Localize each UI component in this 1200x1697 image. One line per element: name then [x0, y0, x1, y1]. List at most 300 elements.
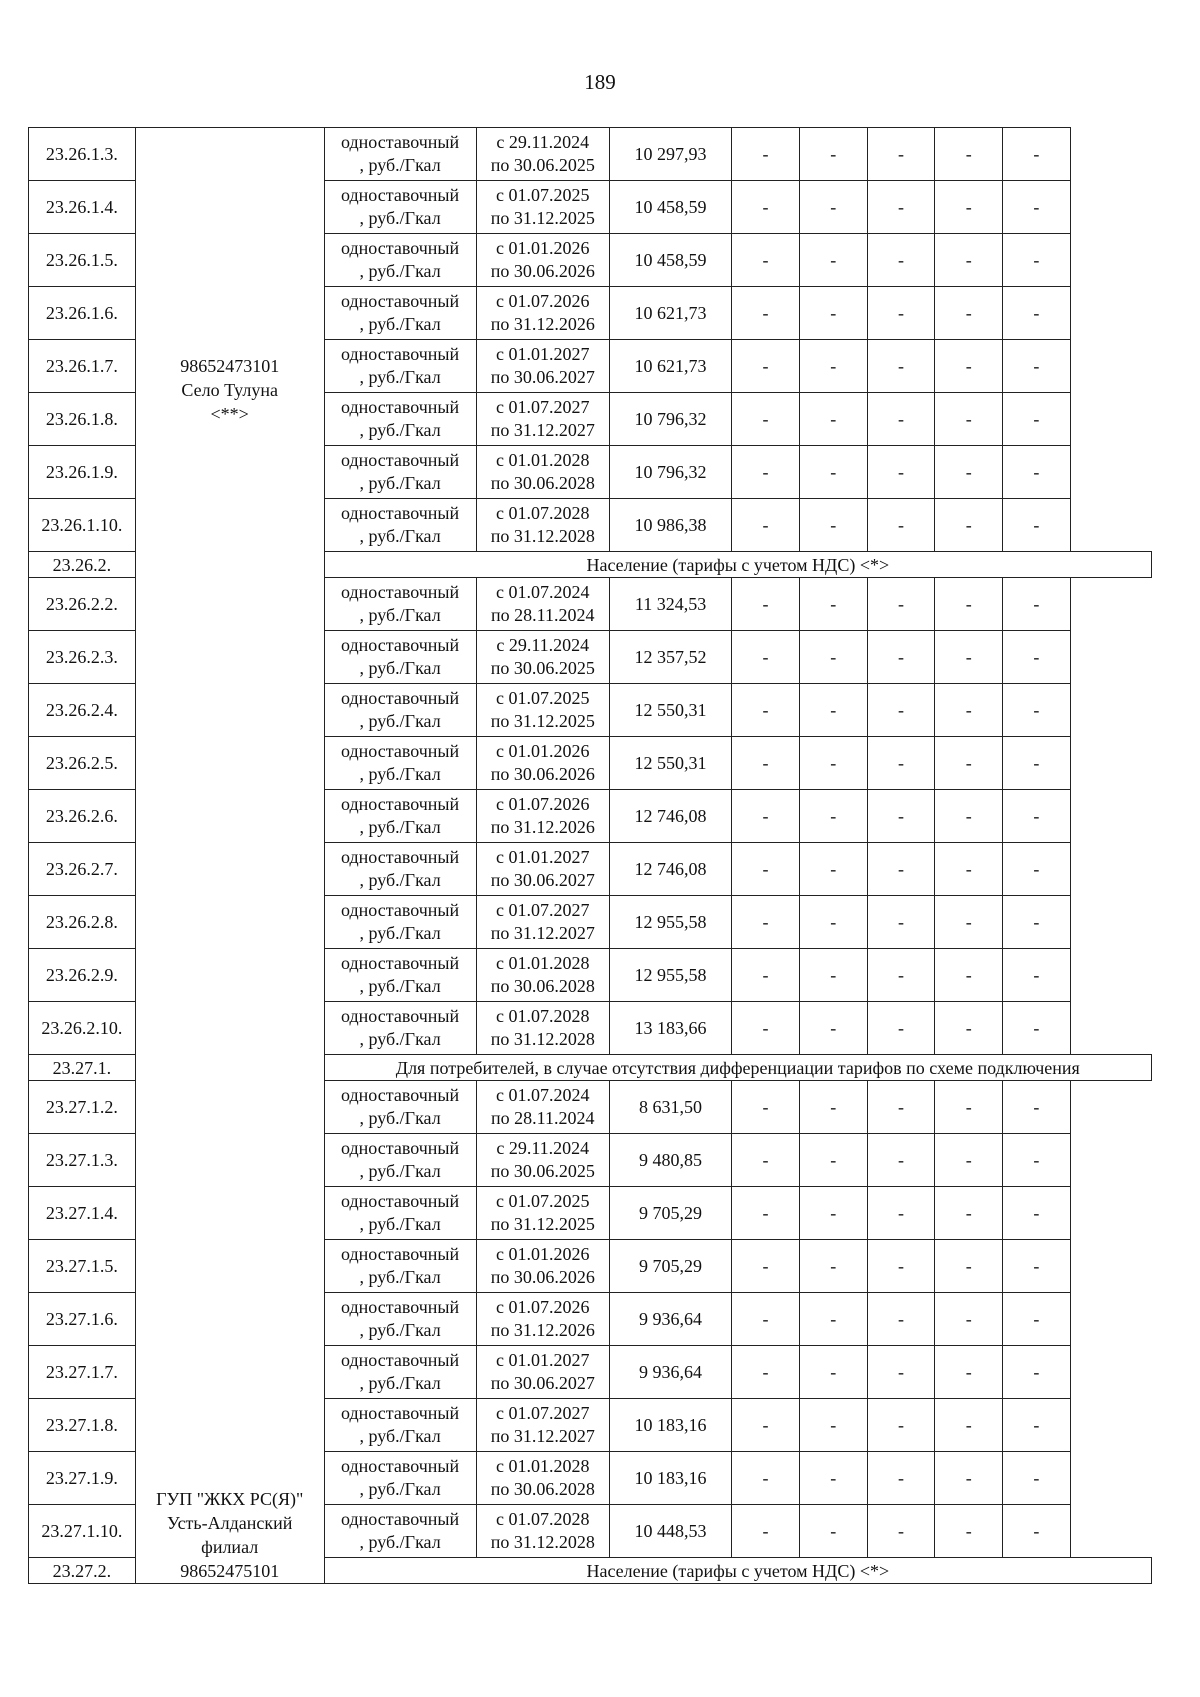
- tariff-value: 10 458,59: [609, 181, 731, 234]
- date-to: по 30.06.2026: [490, 764, 595, 784]
- tariff-value: 10 183,16: [609, 1399, 731, 1452]
- empty-value-cell: -: [799, 1293, 867, 1346]
- empty-value-cell: -: [732, 1346, 800, 1399]
- date-to: по 31.12.2028: [490, 1029, 595, 1049]
- period-cell: [476, 949, 609, 1002]
- empty-value-cell: -: [799, 1081, 867, 1134]
- row-number: 23.27.1.4.: [29, 1187, 136, 1240]
- empty-value-cell: -: [935, 1134, 1003, 1187]
- rate-type: одноставочный: [341, 450, 460, 470]
- tariff-value: 9 705,29: [609, 1240, 731, 1293]
- tariff-value: 13 183,66: [609, 1002, 731, 1055]
- row-number: 23.26.1.4.: [29, 181, 136, 234]
- tariff-value: 12 746,08: [609, 843, 731, 896]
- rate-type-cell: [324, 843, 476, 896]
- row-number: 23.26.1.10.: [29, 499, 136, 552]
- empty-value-cell: -: [935, 1505, 1003, 1558]
- rate-type-cell: [324, 631, 476, 684]
- empty-value-cell: -: [935, 499, 1003, 552]
- tariff-value: 12 955,58: [609, 949, 731, 1002]
- empty-value-cell: -: [799, 790, 867, 843]
- empty-value-cell: -: [867, 1240, 935, 1293]
- rate-type-cell: [324, 1240, 476, 1293]
- rate-type-cell: [324, 1134, 476, 1187]
- period-cell: [476, 340, 609, 393]
- rate-type-cell: [324, 499, 476, 552]
- row-number: 23.26.1.5.: [29, 234, 136, 287]
- empty-value-cell: -: [935, 340, 1003, 393]
- owner-line: [138, 210, 322, 234]
- empty-value-cell: -: [935, 128, 1003, 181]
- period-cell: [476, 1452, 609, 1505]
- date-to: по 30.06.2027: [490, 870, 595, 890]
- rate-type-cell: [324, 1002, 476, 1055]
- empty-value-cell: -: [799, 684, 867, 737]
- empty-value-cell: -: [1003, 234, 1071, 287]
- owner-line: [138, 282, 322, 306]
- rate-type: одноставочный: [341, 1191, 460, 1211]
- rate-unit: , руб./Гкал: [359, 1532, 441, 1552]
- rate-type: одноставочный: [341, 847, 460, 867]
- section-title: Население (тарифы с учетом НДС) <*>: [324, 552, 1151, 578]
- empty-value-cell: -: [935, 737, 1003, 790]
- rate-unit: , руб./Гкал: [359, 711, 441, 731]
- empty-value-cell: -: [799, 1452, 867, 1505]
- empty-value-cell: -: [732, 790, 800, 843]
- empty-value-cell: -: [799, 393, 867, 446]
- date-to: по 30.06.2028: [490, 1479, 595, 1499]
- empty-value-cell: -: [935, 181, 1003, 234]
- empty-value-cell: -: [1003, 1293, 1071, 1346]
- rate-type-cell: [324, 949, 476, 1002]
- row-number: 23.26.2.5.: [29, 737, 136, 790]
- rate-type-cell: [324, 684, 476, 737]
- empty-value-cell: -: [935, 1187, 1003, 1240]
- date-to: по 31.12.2025: [490, 208, 595, 228]
- row-number: 23.27.1.2.: [29, 1081, 136, 1134]
- period-cell: [476, 896, 609, 949]
- owner-line: [138, 234, 322, 258]
- row-number: 23.27.1.10.: [29, 1505, 136, 1558]
- rate-unit: , руб./Гкал: [359, 817, 441, 837]
- row-number: 23.26.2.4.: [29, 684, 136, 737]
- tariff-value: 9 480,85: [609, 1134, 731, 1187]
- empty-value-cell: -: [732, 393, 800, 446]
- empty-value-cell: -: [799, 578, 867, 631]
- empty-value-cell: -: [732, 1187, 800, 1240]
- date-from: с 01.01.2028: [496, 450, 590, 470]
- row-number: 23.27.1.7.: [29, 1346, 136, 1399]
- row-number: 23.26.2.7.: [29, 843, 136, 896]
- date-to: по 31.12.2028: [490, 1532, 595, 1552]
- date-from: с 01.01.2026: [496, 238, 590, 258]
- date-from: с 01.07.2024: [496, 1085, 590, 1105]
- empty-value-cell: -: [732, 1399, 800, 1452]
- rate-type-cell: [324, 790, 476, 843]
- empty-value-cell: -: [1003, 1505, 1071, 1558]
- owner-line: [138, 138, 322, 162]
- owner-cell: [135, 128, 324, 1055]
- owner-line: 98652473101: [180, 356, 280, 376]
- section-row: [29, 1055, 1152, 1081]
- empty-value-cell: -: [867, 1081, 935, 1134]
- tariff-table: [28, 127, 1152, 1584]
- date-from: с 01.07.2027: [496, 1403, 590, 1423]
- empty-value-cell: -: [732, 843, 800, 896]
- date-from: с 01.07.2025: [496, 1191, 590, 1211]
- empty-value-cell: -: [867, 287, 935, 340]
- rate-unit: , руб./Гкал: [359, 1426, 441, 1446]
- owner-line: Село Тулуна: [181, 380, 278, 400]
- rate-unit: , руб./Гкал: [359, 208, 441, 228]
- empty-value-cell: -: [867, 181, 935, 234]
- empty-value-cell: -: [732, 1134, 800, 1187]
- rate-unit: , руб./Гкал: [359, 658, 441, 678]
- empty-value-cell: -: [1003, 949, 1071, 1002]
- date-to: по 30.06.2026: [490, 1267, 595, 1287]
- tariff-value: 12 955,58: [609, 896, 731, 949]
- rate-unit: , руб./Гкал: [359, 1108, 441, 1128]
- date-to: по 31.12.2027: [490, 420, 595, 440]
- rate-type-cell: [324, 1187, 476, 1240]
- empty-value-cell: -: [732, 446, 800, 499]
- row-number: 23.26.2.6.: [29, 790, 136, 843]
- period-cell: [476, 631, 609, 684]
- empty-value-cell: -: [935, 1293, 1003, 1346]
- rate-type: одноставочный: [341, 397, 460, 417]
- date-from: с 01.01.2026: [496, 1244, 590, 1264]
- rate-type: одноставочный: [341, 900, 460, 920]
- row-number: 23.26.1.7.: [29, 340, 136, 393]
- empty-value-cell: -: [1003, 1081, 1071, 1134]
- empty-value-cell: -: [799, 1240, 867, 1293]
- rate-unit: , руб./Гкал: [359, 870, 441, 890]
- rate-type: одноставочный: [341, 1403, 460, 1423]
- rate-type-cell: [324, 1399, 476, 1452]
- period-cell: [476, 737, 609, 790]
- empty-value-cell: -: [1003, 1346, 1071, 1399]
- empty-value-cell: -: [1003, 128, 1071, 181]
- empty-value-cell: -: [799, 949, 867, 1002]
- empty-value-cell: -: [732, 128, 800, 181]
- period-cell: [476, 578, 609, 631]
- rate-type: одноставочный: [341, 238, 460, 258]
- empty-value-cell: -: [799, 128, 867, 181]
- tariff-value: 10 183,16: [609, 1452, 731, 1505]
- empty-value-cell: -: [935, 684, 1003, 737]
- empty-value-cell: -: [867, 684, 935, 737]
- empty-value-cell: -: [799, 1187, 867, 1240]
- date-to: по 31.12.2026: [490, 817, 595, 837]
- empty-value-cell: -: [867, 1134, 935, 1187]
- empty-value-cell: -: [867, 790, 935, 843]
- empty-value-cell: -: [732, 1293, 800, 1346]
- row-number: 23.26.2.9.: [29, 949, 136, 1002]
- empty-value-cell: -: [867, 1452, 935, 1505]
- rate-type-cell: [324, 287, 476, 340]
- owner-line: [138, 258, 322, 282]
- empty-value-cell: -: [867, 128, 935, 181]
- empty-value-cell: -: [867, 499, 935, 552]
- tariff-value: 9 936,64: [609, 1346, 731, 1399]
- empty-value-cell: -: [935, 631, 1003, 684]
- empty-value-cell: -: [732, 287, 800, 340]
- date-to: по 31.12.2026: [490, 1320, 595, 1340]
- empty-value-cell: -: [1003, 684, 1071, 737]
- empty-value-cell: -: [935, 446, 1003, 499]
- empty-value-cell: -: [799, 446, 867, 499]
- tariff-value: 10 796,32: [609, 393, 731, 446]
- rate-type: одноставочный: [341, 344, 460, 364]
- empty-value-cell: -: [935, 1452, 1003, 1505]
- row-number: 23.26.1.8.: [29, 393, 136, 446]
- date-to: по 30.06.2026: [490, 261, 595, 281]
- empty-value-cell: -: [867, 843, 935, 896]
- tariff-value: 9 936,64: [609, 1293, 731, 1346]
- rate-unit: , руб./Гкал: [359, 976, 441, 996]
- date-from: с 01.07.2027: [496, 900, 590, 920]
- rate-unit: , руб./Гкал: [359, 1214, 441, 1234]
- period-cell: [476, 181, 609, 234]
- period-cell: [476, 1002, 609, 1055]
- owner-line: Усть-Алданский: [166, 1513, 293, 1533]
- empty-value-cell: -: [867, 737, 935, 790]
- period-cell: [476, 128, 609, 181]
- empty-value-cell: -: [732, 949, 800, 1002]
- period-cell: [476, 393, 609, 446]
- row-number: 23.26.2.2.: [29, 578, 136, 631]
- rate-unit: , руб./Гкал: [359, 367, 441, 387]
- empty-value-cell: -: [1003, 181, 1071, 234]
- period-cell: [476, 684, 609, 737]
- period-cell: [476, 1240, 609, 1293]
- empty-value-cell: -: [935, 1240, 1003, 1293]
- row-number: 23.26.1.3.: [29, 128, 136, 181]
- rate-type: одноставочный: [341, 185, 460, 205]
- empty-value-cell: -: [732, 1505, 800, 1558]
- empty-value-cell: -: [799, 287, 867, 340]
- rate-unit: , руб./Гкал: [359, 420, 441, 440]
- empty-value-cell: -: [1003, 1240, 1071, 1293]
- date-to: по 31.12.2025: [490, 711, 595, 731]
- tariff-value: 10 448,53: [609, 1505, 731, 1558]
- rate-type: одноставочный: [341, 291, 460, 311]
- date-to: по 28.11.2024: [491, 1108, 595, 1128]
- empty-value-cell: -: [799, 631, 867, 684]
- empty-value-cell: -: [732, 631, 800, 684]
- rate-type: одноставочный: [341, 503, 460, 523]
- owner-line: филиал: [201, 1537, 259, 1557]
- empty-value-cell: -: [1003, 446, 1071, 499]
- owner-line: [138, 330, 322, 354]
- rate-type-cell: [324, 340, 476, 393]
- tariff-value: 9 705,29: [609, 1187, 731, 1240]
- row-number: 23.26.2.: [29, 552, 136, 578]
- empty-value-cell: -: [1003, 1187, 1071, 1240]
- empty-value-cell: -: [1003, 393, 1071, 446]
- empty-value-cell: -: [1003, 843, 1071, 896]
- date-from: с 01.01.2027: [496, 1350, 590, 1370]
- empty-value-cell: -: [732, 181, 800, 234]
- row-number: 23.26.2.10.: [29, 1002, 136, 1055]
- empty-value-cell: -: [799, 181, 867, 234]
- date-to: по 31.12.2028: [490, 526, 595, 546]
- tariff-value: 10 297,93: [609, 128, 731, 181]
- empty-value-cell: -: [732, 684, 800, 737]
- empty-value-cell: -: [732, 578, 800, 631]
- tariff-value: 8 631,50: [609, 1081, 731, 1134]
- owner-line: ГУП "ЖКХ РС(Я)": [156, 1489, 304, 1509]
- period-cell: [476, 1187, 609, 1240]
- tariff-value: 11 324,53: [609, 578, 731, 631]
- row-number: 23.26.2.8.: [29, 896, 136, 949]
- period-cell: [476, 1293, 609, 1346]
- date-from: с 01.01.2028: [496, 1456, 590, 1476]
- period-cell: [476, 1505, 609, 1558]
- period-cell: [476, 1346, 609, 1399]
- owner-cell: [135, 1055, 324, 1584]
- section-title: Для потребителей, в случае отсутствия дифференциации тарифов по схеме подключения: [324, 1055, 1151, 1081]
- date-from: с 01.07.2028: [496, 503, 590, 523]
- date-from: с 01.01.2027: [496, 847, 590, 867]
- date-from: с 01.01.2028: [496, 953, 590, 973]
- tariff-value: 10 796,32: [609, 446, 731, 499]
- rate-type-cell: [324, 578, 476, 631]
- empty-value-cell: -: [799, 340, 867, 393]
- period-cell: [476, 234, 609, 287]
- date-from: с 29.11.2024: [496, 635, 590, 655]
- date-to: по 30.06.2027: [490, 1373, 595, 1393]
- empty-value-cell: -: [732, 1240, 800, 1293]
- row-number: 23.27.1.: [29, 1055, 136, 1081]
- rate-type-cell: [324, 181, 476, 234]
- empty-value-cell: -: [867, 1002, 935, 1055]
- empty-value-cell: -: [799, 1134, 867, 1187]
- rate-unit: , руб./Гкал: [359, 1479, 441, 1499]
- period-cell: [476, 287, 609, 340]
- rate-type-cell: [324, 737, 476, 790]
- row-number: 23.27.1.9.: [29, 1452, 136, 1505]
- empty-value-cell: -: [799, 1002, 867, 1055]
- empty-value-cell: -: [935, 1081, 1003, 1134]
- date-from: с 01.07.2025: [496, 185, 590, 205]
- rate-type: одноставочный: [341, 1244, 460, 1264]
- period-cell: [476, 499, 609, 552]
- empty-value-cell: -: [732, 234, 800, 287]
- date-to: по 30.06.2025: [490, 155, 595, 175]
- period-cell: [476, 446, 609, 499]
- empty-value-cell: -: [732, 1081, 800, 1134]
- rate-type: одноставочный: [341, 688, 460, 708]
- rate-type: одноставочный: [341, 1297, 460, 1317]
- date-to: по 30.06.2028: [490, 473, 595, 493]
- date-to: по 28.11.2024: [491, 605, 595, 625]
- rate-unit: , руб./Гкал: [359, 526, 441, 546]
- row-number: 23.27.2.: [29, 1558, 136, 1584]
- row-number: 23.27.1.3.: [29, 1134, 136, 1187]
- empty-value-cell: -: [935, 287, 1003, 340]
- rate-type: одноставочный: [341, 1138, 460, 1158]
- rate-type-cell: [324, 393, 476, 446]
- tariff-value: 10 621,73: [609, 287, 731, 340]
- empty-value-cell: -: [1003, 1134, 1071, 1187]
- empty-value-cell: -: [867, 578, 935, 631]
- empty-value-cell: -: [867, 631, 935, 684]
- date-from: с 01.07.2026: [496, 291, 590, 311]
- rate-type-cell: [324, 128, 476, 181]
- empty-value-cell: -: [1003, 340, 1071, 393]
- date-from: с 01.07.2024: [496, 582, 590, 602]
- empty-value-cell: -: [867, 340, 935, 393]
- date-to: по 31.12.2027: [490, 1426, 595, 1446]
- empty-value-cell: -: [1003, 578, 1071, 631]
- section-title: Население (тарифы с учетом НДС) <*>: [324, 1558, 1151, 1584]
- empty-value-cell: -: [867, 234, 935, 287]
- rate-type: одноставочный: [341, 132, 460, 152]
- rate-unit: , руб./Гкал: [359, 261, 441, 281]
- date-from: с 01.07.2026: [496, 794, 590, 814]
- tariff-value: 10 986,38: [609, 499, 731, 552]
- table-row: [29, 128, 1152, 181]
- rate-type: одноставочный: [341, 1085, 460, 1105]
- row-number: 23.27.1.6.: [29, 1293, 136, 1346]
- rate-unit: , руб./Гкал: [359, 1161, 441, 1181]
- empty-value-cell: -: [799, 896, 867, 949]
- empty-value-cell: -: [799, 1399, 867, 1452]
- rate-type: одноставочный: [341, 635, 460, 655]
- period-cell: [476, 1399, 609, 1452]
- empty-value-cell: -: [867, 1187, 935, 1240]
- empty-value-cell: -: [799, 843, 867, 896]
- empty-value-cell: -: [935, 949, 1003, 1002]
- row-number: 23.27.1.5.: [29, 1240, 136, 1293]
- rate-type: одноставочный: [341, 1456, 460, 1476]
- empty-value-cell: -: [799, 499, 867, 552]
- rate-type-cell: [324, 896, 476, 949]
- empty-value-cell: -: [732, 499, 800, 552]
- empty-value-cell: -: [799, 234, 867, 287]
- row-number: 23.26.2.3.: [29, 631, 136, 684]
- empty-value-cell: -: [1003, 1452, 1071, 1505]
- rate-type-cell: [324, 1346, 476, 1399]
- rate-unit: , руб./Гкал: [359, 314, 441, 334]
- empty-value-cell: -: [732, 737, 800, 790]
- rate-type: одноставочный: [341, 1006, 460, 1026]
- empty-value-cell: -: [1003, 896, 1071, 949]
- rate-unit: , руб./Гкал: [359, 1373, 441, 1393]
- date-from: с 01.01.2027: [496, 344, 590, 364]
- rate-type-cell: [324, 1081, 476, 1134]
- owner-line: [138, 186, 322, 210]
- rate-unit: , руб./Гкал: [359, 473, 441, 493]
- rate-unit: , руб./Гкал: [359, 1267, 441, 1287]
- rate-type: одноставочный: [341, 582, 460, 602]
- empty-value-cell: -: [732, 1452, 800, 1505]
- date-to: по 31.12.2025: [490, 1214, 595, 1234]
- period-cell: [476, 1081, 609, 1134]
- empty-value-cell: -: [935, 1346, 1003, 1399]
- tariff-value: 12 746,08: [609, 790, 731, 843]
- empty-value-cell: -: [867, 446, 935, 499]
- empty-value-cell: -: [935, 843, 1003, 896]
- tariff-table-body: [29, 128, 1152, 1584]
- empty-value-cell: -: [935, 234, 1003, 287]
- empty-value-cell: -: [1003, 1002, 1071, 1055]
- empty-value-cell: -: [799, 737, 867, 790]
- date-from: с 29.11.2024: [496, 1138, 590, 1158]
- owner-line: <**>: [210, 404, 249, 424]
- owner-line: [138, 306, 322, 330]
